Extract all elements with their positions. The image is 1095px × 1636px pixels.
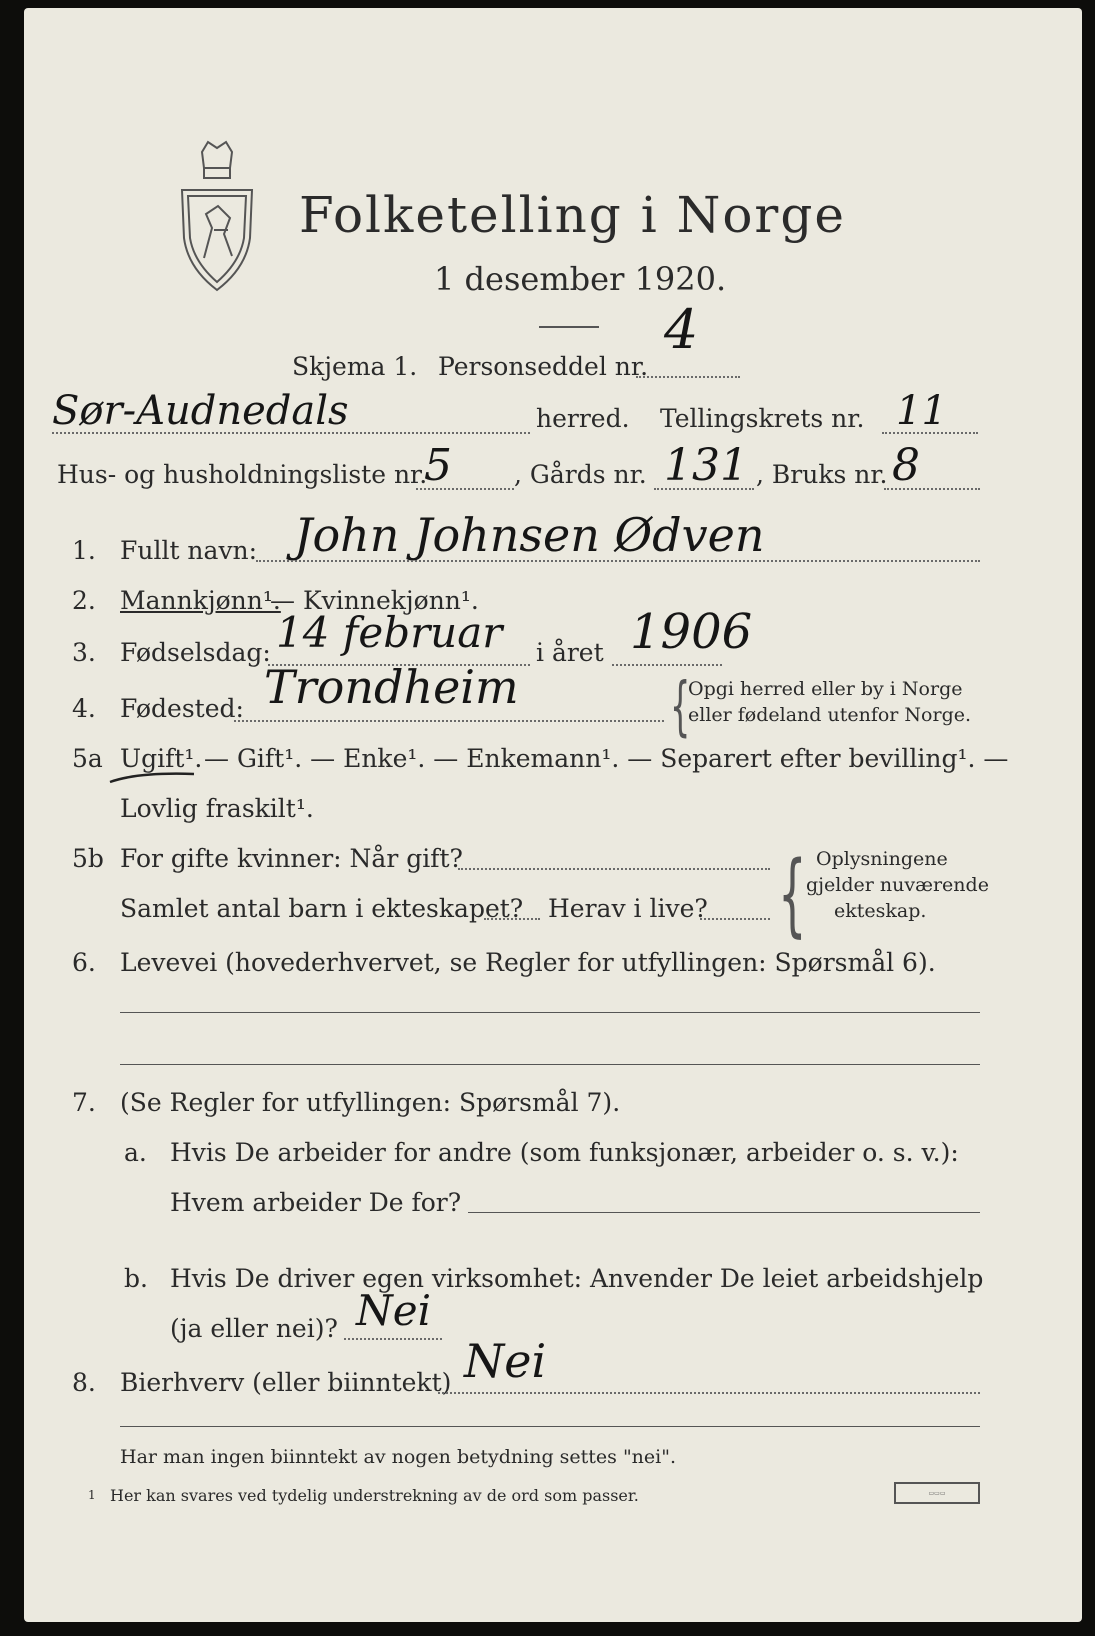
printer-stamp-icon: ▭▭▭: [894, 1482, 980, 1504]
coat-of-arms-icon: [174, 138, 260, 298]
q3-year-label: i året: [536, 638, 604, 667]
q7-label: (Se Regler for utfyllingen: Spørsmål 7).: [120, 1088, 621, 1117]
children-alive-field[interactable]: [700, 918, 770, 920]
q4-note-line1: Opgi herred eller by i Norge: [688, 678, 963, 700]
q5b-note-line2: gjelder nuværende: [806, 874, 989, 896]
hired-help-value: Nei: [356, 1286, 432, 1335]
birthplace-value: Trondheim: [264, 660, 519, 714]
q6-label: Levevei (hovederhvervet, se Regler for utfyllingen: Spørsmål 6).: [120, 948, 936, 977]
schema-label: Skjema 1.: [292, 352, 418, 381]
q5b-brace: {: [778, 842, 807, 947]
occupation-field-line1[interactable]: [120, 1012, 980, 1013]
q4-label: Fødested:: [120, 694, 244, 723]
side-income-field-line2[interactable]: [120, 1426, 980, 1427]
title-divider: [539, 326, 599, 328]
form-title: Folketelling i Norge: [299, 186, 846, 244]
q3-label: Fødselsdag:: [120, 638, 271, 667]
married-when-field[interactable]: [458, 868, 770, 870]
ugift-underline-mark: [108, 770, 198, 784]
census-date: 1 desember 1920.: [434, 260, 727, 298]
q5b-note-line3: ekteskap.: [834, 900, 927, 922]
bruks-field[interactable]: [884, 488, 980, 490]
marital-ugift-option[interactable]: Ugift¹.: [120, 744, 203, 773]
q4-note-line2: eller fødeland utenfor Norge.: [688, 704, 972, 726]
q1-number: 1.: [72, 536, 96, 565]
footnote-text: Her kan svares ved tydelig understrekning av de ord som passer.: [110, 1486, 639, 1505]
q5b-children-label: Samlet antal barn i ekteskapet?: [120, 894, 524, 923]
tellingskrets-field[interactable]: [882, 432, 978, 434]
full-name-field[interactable]: [256, 560, 980, 562]
q2-number: 2.: [72, 586, 96, 615]
footer-note: Har man ingen biinntekt av nogen betydning settes "nei".: [120, 1446, 677, 1468]
birth-year-value: 1906: [630, 604, 753, 660]
q5b-note-line1: Oplysningene: [816, 848, 948, 870]
q8-number: 8.: [72, 1368, 96, 1397]
q7-number: 7.: [72, 1088, 96, 1117]
herred-label: herred.: [536, 404, 630, 433]
gards-value: 131: [664, 440, 748, 491]
children-count-field[interactable]: [484, 918, 540, 920]
q7a-line2: Hvem arbeider De for?: [170, 1188, 462, 1217]
personseddel-field[interactable]: [636, 376, 740, 378]
footnote-mark: 1: [88, 1488, 96, 1502]
q5b-number: 5b: [72, 844, 104, 873]
q3-number: 3.: [72, 638, 96, 667]
q4-number: 4.: [72, 694, 96, 723]
census-form: [24, 8, 1082, 1622]
full-name-value: John Johnsen Ødven: [294, 508, 765, 562]
q7b-line1: Hvis De driver egen virksomhet: Anvender De leiet arbeidshjelp: [170, 1264, 984, 1293]
birth-year-field[interactable]: [612, 664, 722, 666]
tellingskrets-value: 11: [896, 388, 947, 434]
occupation-field-line2[interactable]: [120, 1064, 980, 1065]
hired-help-field[interactable]: [344, 1338, 442, 1340]
q1-label: Fullt navn:: [120, 536, 258, 565]
q7b-line2: (ja eller nei)?: [170, 1314, 338, 1343]
husliste-value: 5: [424, 440, 452, 491]
q8-label: Bierhverv (eller biinntekt): [120, 1368, 452, 1397]
birthday-value: 14 februar: [276, 608, 503, 657]
q5a-number: 5a: [72, 744, 103, 773]
personseddel-number-value: 4: [664, 298, 699, 361]
q6-number: 6.: [72, 948, 96, 977]
birthplace-field[interactable]: [234, 720, 664, 722]
marital-other-options[interactable]: — Gift¹. — Enke¹. — Enkemann¹. — Separert efter bevilling¹. —: [204, 744, 1009, 773]
q7a-letter: a.: [124, 1138, 147, 1167]
herred-field[interactable]: [52, 432, 530, 434]
q7b-letter: b.: [124, 1264, 148, 1293]
side-income-field[interactable]: [438, 1392, 980, 1394]
personseddel-label: Personseddel nr.: [438, 352, 649, 381]
q7a-line1: Hvis De arbeider for andre (som funksjonær, arbeider o. s. v.):: [170, 1138, 959, 1167]
husliste-field[interactable]: [416, 488, 514, 490]
side-income-value: Nei: [464, 1334, 547, 1388]
gender-male-option[interactable]: Mannkjønn¹.: [120, 586, 281, 615]
tellingskrets-label: Tellingskrets nr.: [660, 404, 865, 433]
gards-field[interactable]: [654, 488, 754, 490]
q5b-label: For gifte kvinner: Når gift?: [120, 844, 463, 873]
gender-female-option[interactable]: — Kvinnekjønn¹.: [270, 586, 479, 615]
herred-value: Sør-Audnedals: [52, 388, 349, 434]
gards-label: , Gårds nr.: [514, 460, 647, 489]
marital-divorced-option[interactable]: Lovlig fraskilt¹.: [120, 794, 314, 823]
husliste-label: Hus- og husholdningsliste nr.: [57, 460, 428, 489]
bruks-label: , Bruks nr.: [756, 460, 888, 489]
q4-brace: {: [670, 670, 691, 744]
bruks-value: 8: [892, 440, 920, 491]
employer-field[interactable]: [468, 1212, 980, 1213]
q5b-alive-label: Herav i live?: [548, 894, 708, 923]
